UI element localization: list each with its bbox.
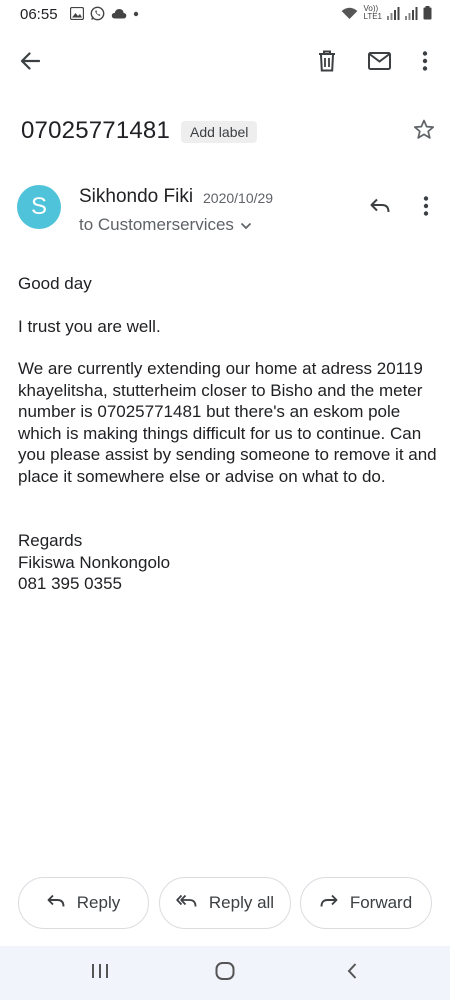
delete-icon [318,50,336,77]
body-greeting: Good day [18,274,92,293]
recipient-details-toggle[interactable] [79,215,252,235]
star-button[interactable] [404,112,444,152]
star-icon [413,119,435,145]
message-more-options-button[interactable] [406,188,446,228]
volte-label: Vo)) [363,4,379,13]
body-regards: Regards [18,531,83,550]
signal-icon [387,7,400,20]
reply-button-header[interactable] [360,188,400,228]
lte-label: LTE1 [363,12,382,21]
body-trust-line: I trust you are well. [18,316,161,336]
forward-icon [320,893,338,913]
status-bar [0,0,450,30]
image-icon [70,7,84,20]
signature-phone: 081 395 0355 [18,574,122,593]
mark-unread-button[interactable] [359,43,399,83]
reply-icon [370,198,390,219]
mail-icon [368,52,391,75]
status-icons-left [70,6,139,21]
email-date: 2020/10/29 [203,190,274,206]
app-bar [0,40,450,86]
email-body [18,273,438,595]
battery-icon [423,6,432,20]
delete-button[interactable] [307,43,347,83]
back-chevron-icon [346,962,358,985]
reply-icon [47,893,65,913]
more-options-button[interactable] [405,43,445,83]
forward-label: Forward [349,893,413,912]
signal-icon [405,7,418,20]
status-time: 06:55 [20,6,58,23]
recipient-label: to Customerservices [79,215,234,234]
system-nav-bar [0,946,450,1000]
home-button[interactable] [205,958,245,988]
recent-apps-icon [91,963,109,984]
reply-all-button[interactable] [159,877,291,929]
back-arrow-icon [20,52,40,75]
sender-name: Sikhondo Fiki [79,186,194,207]
signature-name: Fikiswa Nonkongolo [18,552,171,572]
reply-all-icon [176,893,197,913]
whatsapp-icon [90,6,105,21]
dot-icon [133,11,139,17]
home-icon [215,961,235,986]
chevron-down-icon [240,215,252,235]
avatar[interactable]: S [17,185,61,229]
system-back-button[interactable] [332,958,372,988]
reply-button[interactable] [18,877,149,929]
back-button[interactable] [10,43,50,83]
email-subject: 07025771481 [21,117,171,144]
more-vert-icon [423,196,429,221]
wifi-icon [341,7,358,20]
email-actions [0,877,450,931]
status-icons-right [341,5,432,21]
reply-all-label: Reply all [208,893,275,912]
add-label-button[interactable]: Add label [181,121,257,143]
more-vert-icon [422,51,428,76]
forward-button[interactable] [300,877,432,929]
network-label [363,5,382,21]
cloud-icon [111,8,127,19]
reply-label: Reply [76,893,121,912]
body-main-paragraph: We are currently extending our home at adress 20119 khayelitsha, stutterheim closer to Bisho and the meter number is 07025771481 but there's an eskom pole which is making things difficult for us to continue. Can you please assist by sending someone to remove it and place it somewhere else or advise on what to do. [18,359,437,486]
recent-apps-button[interactable] [80,958,120,988]
